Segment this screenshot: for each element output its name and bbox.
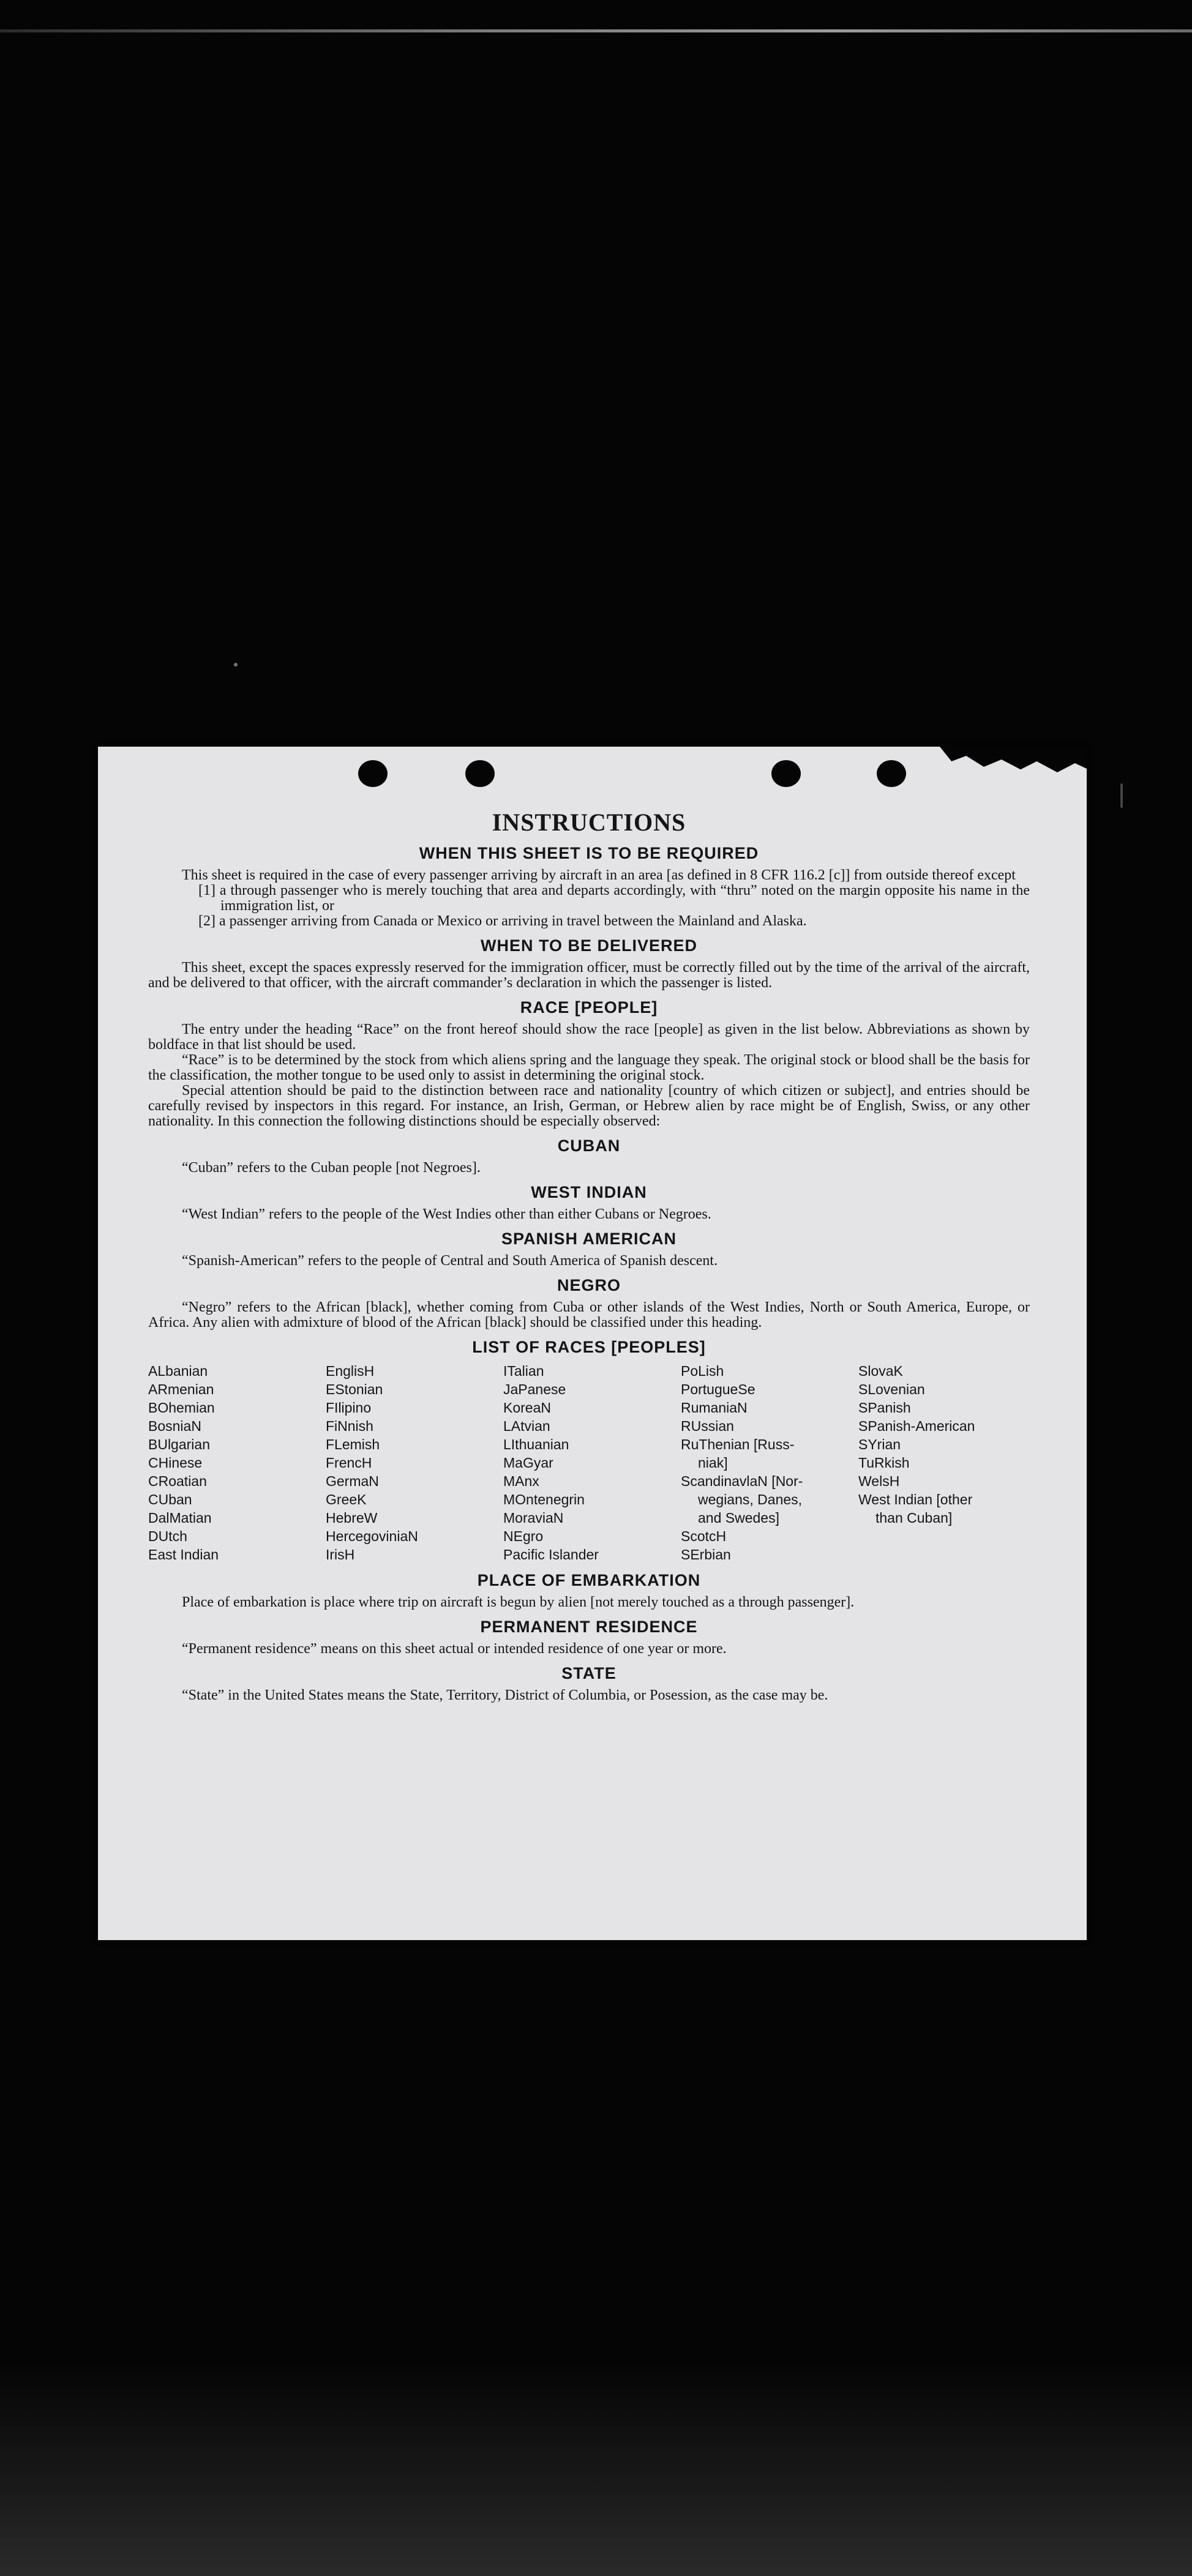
race-item: GreeK [326, 1491, 367, 1507]
race-item-continuation: niak] [698, 1455, 728, 1471]
race-item: ITalian [503, 1363, 544, 1379]
race-item: DUtch [148, 1528, 187, 1544]
race-item: PortugueSe [681, 1381, 755, 1397]
race-column-1 [148, 1362, 320, 1564]
race-item: FrencH [326, 1455, 372, 1471]
race-item: HercegoviniaN [326, 1528, 418, 1544]
embarkation-text: Place of embarkation is place where trip on aircraft is begun by alien [not merely touched as a through passenger]. [182, 1594, 855, 1610]
film-bottom-edge [0, 2362, 1192, 2576]
required-exception-1: [1] a through passenger who is merely touching that area and departs accordingly, with “thru” noted on the margin opposite his name in the immigration list, or [198, 883, 1030, 914]
film-speck [1120, 783, 1123, 808]
race-item: WelsH [858, 1473, 900, 1489]
section-heading-race: RACE [PEOPLE] [520, 998, 658, 1017]
race-column-4 [681, 1362, 852, 1564]
section-heading-negro: NEGRO [557, 1276, 621, 1294]
race-item-continuation: than Cuban] [875, 1510, 953, 1526]
race-item: EStonian [326, 1381, 383, 1397]
race-item: GermaN [326, 1473, 379, 1489]
film-edge-line [0, 29, 1192, 32]
race-item: PoLish [681, 1363, 724, 1379]
sheet-content [148, 808, 1030, 1703]
race-item: SPanish-American [858, 1418, 975, 1434]
punch-hole [771, 760, 801, 787]
section-heading-required: WHEN THIS SHEET IS TO BE REQUIRED [419, 844, 759, 862]
section-heading-race-list: LIST OF RACES [PEOPLES] [472, 1338, 706, 1356]
race-item: DalMatian [148, 1510, 212, 1526]
race-paragraph-3: Special attention should be paid to the distinction between race and nationality [country of which citizen or subject], and entries should be carefully revised by inspectors in this regard. For instance, an Irish, German, or Hebrew alien by race might be of English, Swiss, or any other nationality. In this connection the following distinctions should be especially observed: [148, 1083, 1030, 1129]
race-item: CRoatian [148, 1473, 207, 1489]
race-item: LAtvian [503, 1418, 550, 1434]
race-item: MaGyar [503, 1455, 553, 1471]
required-exception-2: [2] a passenger arriving from Canada or Mexico or arriving in travel between the Mainland and Alaska. [198, 913, 807, 929]
race-item: BOhemian [148, 1400, 215, 1416]
race-item: ALbanian [148, 1363, 208, 1379]
race-item: SYrian [858, 1436, 901, 1452]
delivered-text: This sheet, except the spaces expressly reserved for the immigration officer, must be correctly filled out by the time of the arrival of the aircraft, and be delivered to that officer, with the aircraft commander’s declaration in which the passenger is listed. [148, 960, 1030, 991]
race-item: FIlipino [326, 1400, 372, 1416]
race-paragraph-2: “Race” is to be determined by the stock from which aliens spring and the language they speak. The original stock or blood shall be the basis for the classification, the mother tongue to be used only to assist in determining the original stock. [148, 1052, 1030, 1083]
race-item: IrisH [326, 1547, 355, 1562]
race-item: JaPanese [503, 1381, 566, 1397]
section-heading-state: STATE [561, 1664, 617, 1682]
state-text: “State” in the United States means the State, Territory, District of Columbia, or Posession, as the case may be. [182, 1687, 828, 1703]
race-item: ScandinavlaN [Nor- [681, 1473, 803, 1489]
race-item: NEgro [503, 1528, 544, 1544]
page-title: INSTRUCTIONS [492, 808, 686, 836]
section-heading-residence: PERMANENT RESIDENCE [480, 1618, 698, 1636]
race-item: LIthuanian [503, 1436, 569, 1452]
race-item: SPanish [858, 1400, 911, 1416]
section-heading-spanish-american: SPANISH AMERICAN [501, 1230, 677, 1248]
race-item: CUban [148, 1491, 192, 1507]
race-item: RUssian [681, 1418, 734, 1434]
race-paragraph-1: The entry under the heading “Race” on the front hereof should show the race [people] as given in the list below. Abbreviations as shown by boldface in that list should be used. [148, 1021, 1030, 1053]
punch-hole [465, 760, 495, 787]
race-item: Pacific Islander [503, 1547, 599, 1562]
race-item: RuThenian [Russ- [681, 1436, 795, 1452]
residence-text: “Permanent residence” means on this sheet actual or intended residence of one year or more. [182, 1641, 727, 1657]
race-item: SLovenian [858, 1381, 925, 1397]
section-heading-cuban: CUBAN [557, 1137, 621, 1155]
torn-corner [940, 747, 1087, 783]
race-item: MAnx [503, 1473, 539, 1489]
race-item: MoraviaN [503, 1510, 564, 1526]
race-item: CHinese [148, 1455, 203, 1471]
punch-hole [358, 760, 388, 787]
west-indian-text: “West Indian” refers to the people of the West Indies other than either Cubans or Negroes. [182, 1206, 711, 1222]
race-item: FiNnish [326, 1418, 373, 1434]
race-column-2 [326, 1362, 497, 1564]
race-item: ScotcH [681, 1528, 727, 1544]
race-item: ARmenian [148, 1381, 214, 1397]
negro-text: “Negro” refers to the African [black], whether coming from Cuba or other islands of the West Indies, North or South America, Europe, or Africa. Any alien with admixture of blood of the African [black] should be classified under this heading. [148, 1299, 1030, 1331]
race-item: West Indian [other [858, 1491, 973, 1507]
race-item: BosniaN [148, 1418, 201, 1434]
required-intro: This sheet is required in the case of every passenger arriving by aircraft in an area [as defined in 8 CFR 116.2 [c]] from outside thereof except [182, 867, 1016, 883]
race-column-5 [858, 1362, 1030, 1564]
cuban-text: “Cuban” refers to the Cuban people [not Negroes]. [182, 1160, 481, 1176]
race-item: TuRkish [858, 1455, 910, 1471]
race-item: KoreaN [503, 1400, 551, 1416]
race-item: SErbian [681, 1547, 731, 1562]
race-item: FLemish [326, 1436, 380, 1452]
race-item: BUlgarian [148, 1436, 210, 1452]
section-heading-delivered: WHEN TO BE DELIVERED [480, 936, 698, 955]
race-item-continuation: wegians, Danes, [698, 1491, 803, 1507]
race-item: SlovaK [858, 1363, 903, 1379]
race-column-3 [503, 1362, 675, 1564]
film-speck [234, 663, 238, 666]
race-item: East Indian [148, 1547, 219, 1562]
race-item: HebreW [326, 1510, 378, 1526]
section-heading-embarkation: PLACE OF EMBARKATION [477, 1571, 701, 1589]
instruction-sheet [98, 747, 1087, 1940]
race-item: RumaniaN [681, 1400, 748, 1416]
spanish-american-text: “Spanish-American” refers to the people of Central and South America of Spanish descent. [182, 1253, 718, 1269]
section-heading-west-indian: WEST INDIAN [531, 1183, 647, 1201]
race-list [148, 1362, 1030, 1564]
punch-hole [877, 760, 906, 787]
race-item-continuation: and Swedes] [698, 1510, 779, 1526]
race-item: EnglisH [326, 1363, 375, 1379]
race-item: MOntenegrin [503, 1491, 585, 1507]
